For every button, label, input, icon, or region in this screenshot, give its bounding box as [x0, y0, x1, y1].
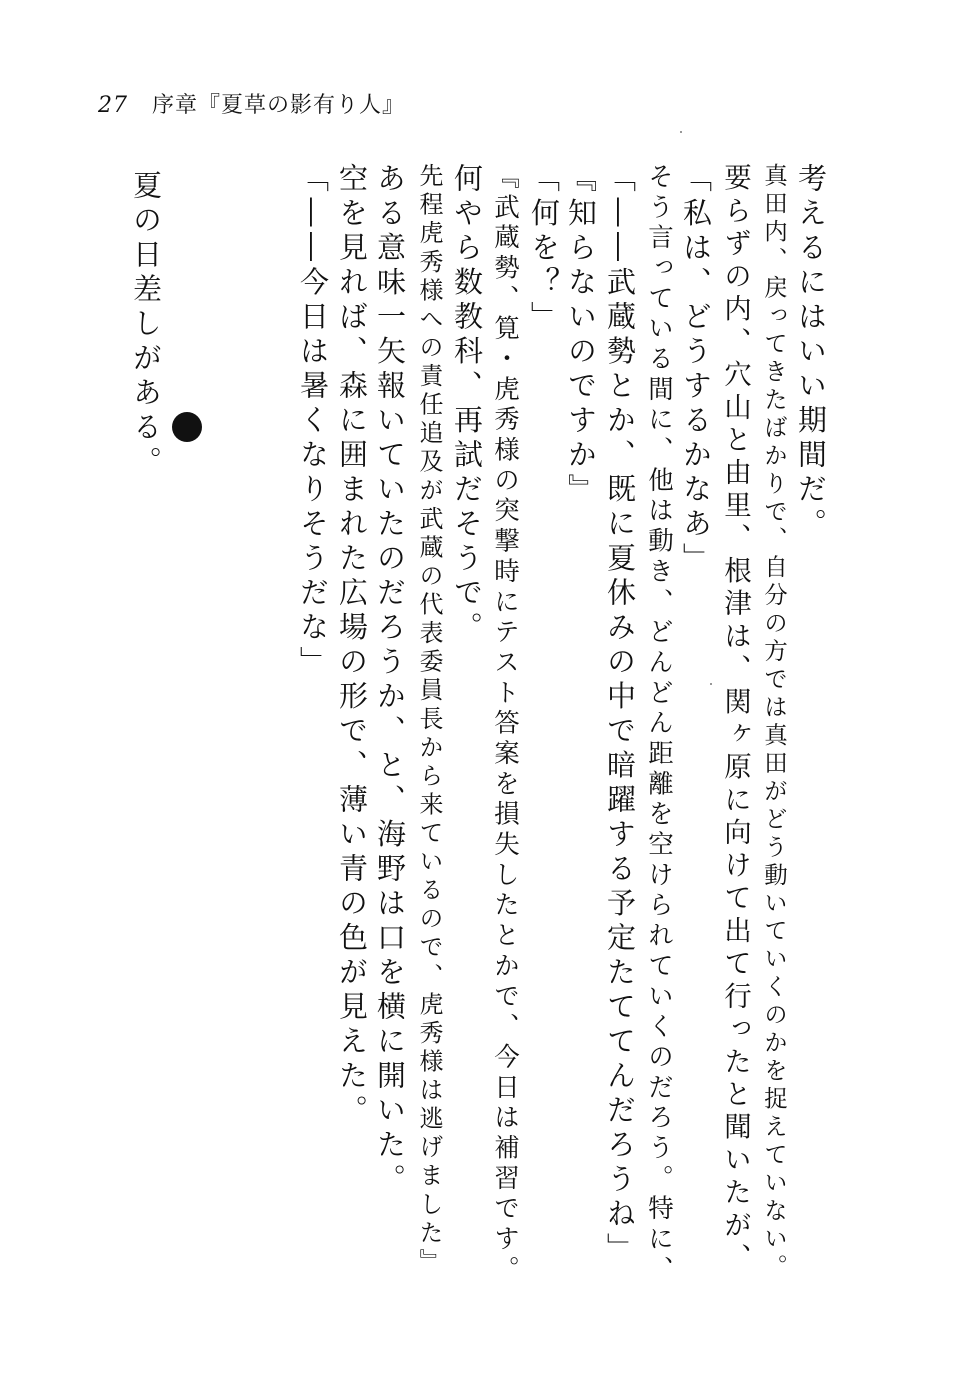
text-line: 『知らないのですか』 [564, 163, 598, 508]
text-line: 「私は、どうするかなあ」 [679, 163, 713, 577]
text-line: 真田内、戻ってきたばかりで、自分の方では真田がどう動いていくのかを捉えていない。 [760, 163, 788, 1282]
text-line: そう言っている間に、他は動き、どんどん距離を空けられていくのだろう。特に、 [644, 163, 674, 1286]
page-number: 27 [98, 93, 128, 118]
text-line: 「何を？」 [527, 163, 561, 336]
text-line: 考えるにはいい期間だ。 [794, 163, 828, 543]
text-line: 先程虎秀様への責任追及が武蔵の代表委員長から来ているので、虎秀様は逃げました』 [415, 163, 443, 1277]
text-line: 夏の日差しがある。 [129, 170, 163, 481]
scan-speck [680, 131, 682, 133]
chapter-title: 序章『夏草の影有り人』 [152, 93, 406, 118]
section-break-dot [172, 412, 202, 442]
text-line: 何やら数教科、再試だそうで。 [450, 163, 484, 646]
text-line: 「――武蔵勢とか、既に夏休みの中で暗躍する予定たててんだろうね」 [603, 163, 637, 1267]
text-line: 空を見れば、森に囲まれた広場の形で、薄い青の色が見えた。 [335, 163, 369, 1129]
text-line: 「――今日は暑くなりそうだな」 [296, 163, 330, 681]
text-line: ある意味一矢報いていたのだろうか、と、海野は口を横に開いた。 [373, 163, 407, 1198]
scan-speck [710, 683, 712, 685]
text-line: 『武蔵勢、筧・虎秀様の突撃時にテスト答案を損失したとかで、今日は補習です。 [490, 163, 520, 1286]
text-line: 要らずの内、穴山と由里、根津は、関ヶ原に向けて出て行ったと聞いたが、 [719, 163, 751, 1276]
